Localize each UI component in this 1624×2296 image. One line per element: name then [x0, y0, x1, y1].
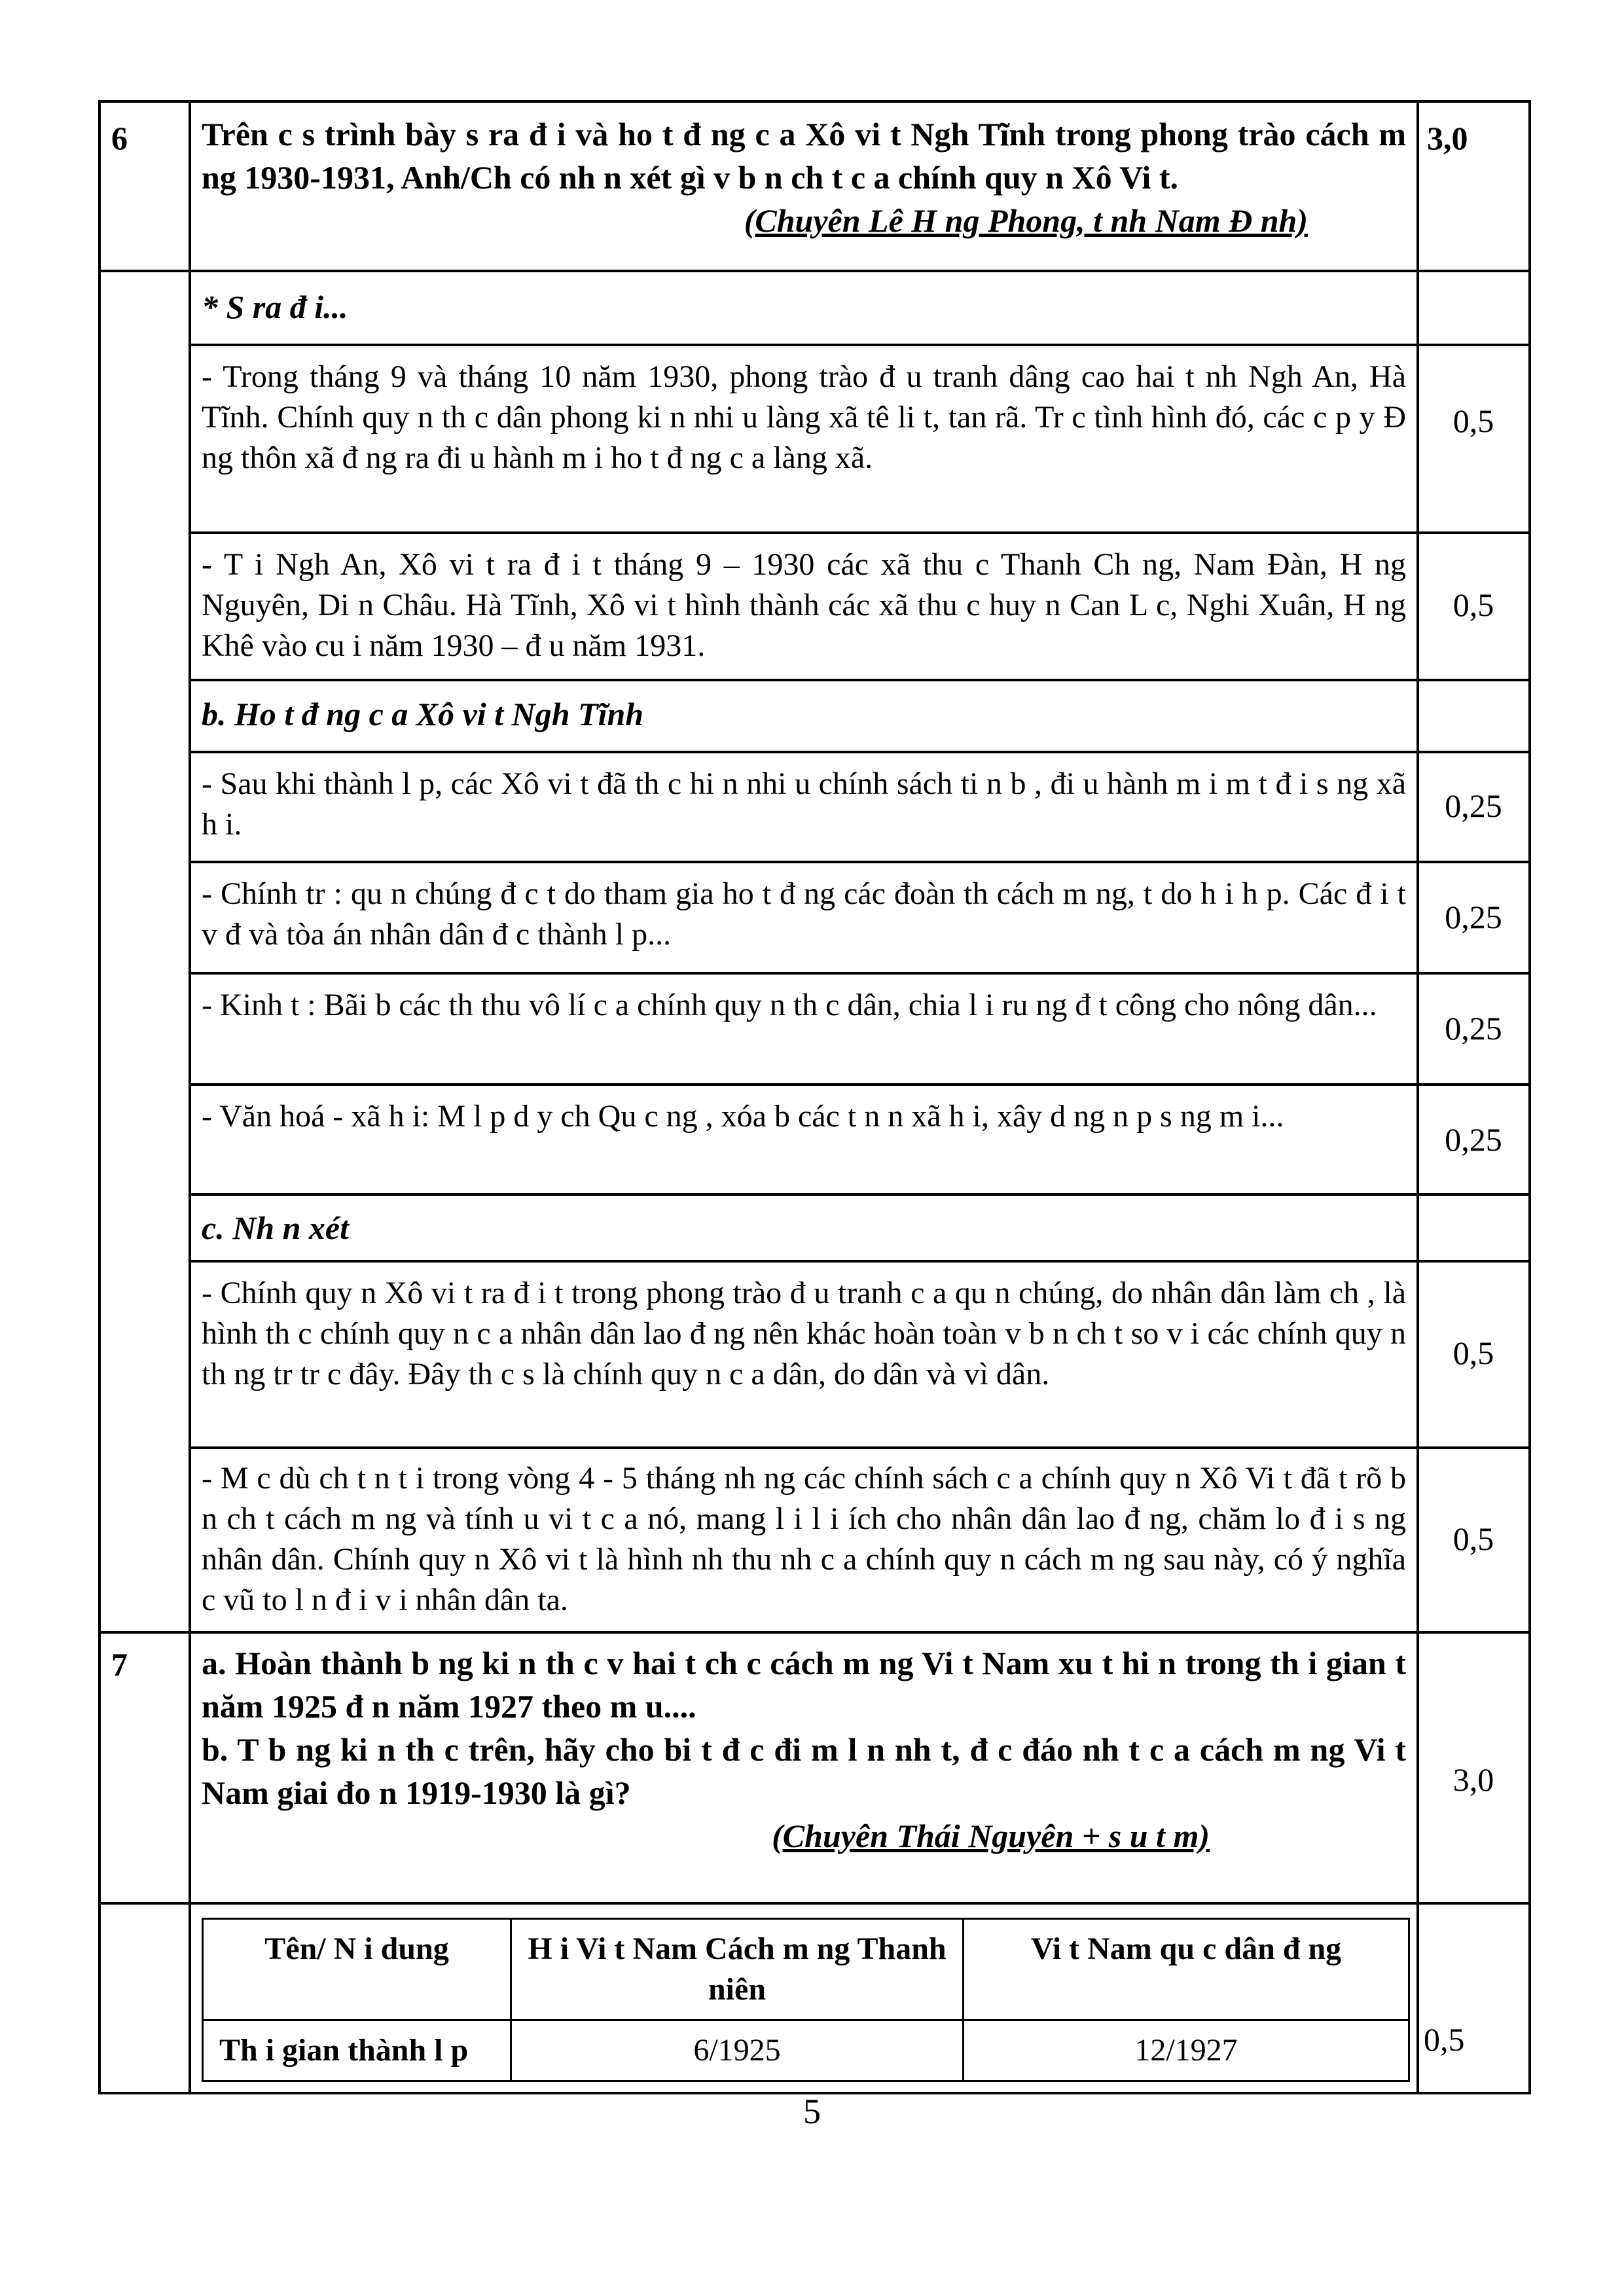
- answer-item: - M c dù ch t n t i trong vòng 4 - 5 tháng nh ng các chính sách c a chính quy n Xô Vi t đã t rõ b n ch t cách m ng và tính u vi t c a nó, mang l i l i ích cho nhân dân lao đ ng, chăm lo đ i s ng nhân dân. Chính quy n Xô vi t là hình nh thu nh c a chính quy n cách m ng sau này, có ý nghĩa c vũ to l n đ i v i nhân dân ta.: [202, 1461, 1406, 1617]
- rule: [190, 861, 1530, 863]
- question-body: Trên c s trình bày s ra đ i và ho t đ ng c a Xô vi t Ngh Tĩnh trong phong trào cách m ng 1930-1931, Anh/Ch có nh n xét gì v b n ch t c a chính quy n Xô Vi t.: [202, 116, 1406, 196]
- question-text: [202, 113, 1406, 242]
- item-score: 0,25: [1445, 787, 1502, 824]
- answer-item: - T i Ngh An, Xô vi t ra đ i t tháng 9 – 1930 các xã thu c Thanh Ch ng, Nam Đàn, H ng Nguyên, Di n Châu. Hà Tĩnh, Xô vi t hình thành các xã thu c huy n Can L c, Nghi Xuân, H ng Khê vào cu i năm 1930 – đ u năm 1931.: [202, 547, 1406, 663]
- question-number: 6: [111, 120, 128, 156]
- rule: [190, 751, 1530, 753]
- answer-item: - Chính quy n Xô vi t ra đ i t trong phong trào đ u tranh c a qu n chúng, do nhân dân làm ch , là hình th c chính quy n c a nhân dân lao đ ng nên khác hoàn toàn v b n ch t so v i các chính quy n th ng tr tr c đây. Đây th c s là chính quy n c a dân, do dân và vì dân.: [202, 1276, 1406, 1391]
- answer-item: - Chính tr : qu n chúng đ c t do tham gia ho t đ ng các đoàn th cách m ng, t do h i h p. Các đ i t v đ và tòa án nhân dân đ c thành l p...: [202, 876, 1406, 952]
- table-header: Vi t Nam qu c dân đ ng: [964, 1919, 1409, 2020]
- question-part-b: b. T b ng ki n th c trên, hãy cho bi t đ c đi m l n nh t, đ c đáo nh t c a cách m ng Vi t Nam giai đo n 1919-1930 là gì?: [202, 1731, 1406, 1811]
- question-text: [202, 1641, 1406, 1857]
- answer-item: - Văn hoá - xã h i: M l p d y ch Qu c ng , xóa b các t n n xã h i, xây d ng n p s ng m i...: [202, 1099, 1284, 1134]
- rule: [190, 1260, 1530, 1263]
- item-score: 0,25: [1445, 1121, 1502, 1158]
- rule: [98, 100, 1530, 103]
- question-source: (Chuyên Lê H ng Phong, t nh Nam Đ nh): [744, 202, 1308, 239]
- question-number: 7: [111, 1646, 128, 1683]
- rule: [189, 100, 191, 2094]
- answer-item: - Sau khi thành l p, các Xô vi t đã th c hi n nhi u chính sách ti n b , đi u hành m i m t đ i s ng xã h i.: [202, 766, 1406, 842]
- answer-item: - Trong tháng 9 và tháng 10 năm 1930, phong trào đ u tranh dâng cao hai t nh Ngh An, Hà Tĩnh. Chính quy n th c dân phong ki n nhi u làng xã tê li t, tan rã. Tr c tình hình đó, các c p y Đ ng thôn xã đ ng ra đi u hành m i ho t đ ng c a làng xã.: [202, 359, 1406, 475]
- table-header: Tên/ N i dung: [203, 1919, 511, 2020]
- rule: [98, 1631, 1530, 1634]
- table-cell: 6/1925: [511, 2020, 964, 2081]
- item-score: 0,5: [1453, 586, 1494, 623]
- rule: [98, 270, 1530, 272]
- question-score: 3,0: [1453, 1761, 1494, 1798]
- rule: [190, 1083, 1530, 1086]
- page-number: 5: [803, 2092, 821, 2131]
- rule: [190, 531, 1530, 534]
- section-heading: * S ra đ i...: [202, 289, 348, 325]
- question-part-a: a. Hoàn thành b ng ki n th c v hai t ch c cách m ng Vi t Nam xu t hi n trong th i gian t năm 1925 đ n năm 1927 theo m u....: [202, 1645, 1406, 1725]
- rule: [190, 1193, 1530, 1196]
- answer-item: - Kinh t : Bãi b các th thu vô lí c a chính quy n th c dân, chia l i ru ng đ t công cho nông dân...: [202, 988, 1377, 1022]
- question-source: (Chuyên Thái Nguyên + s u t m): [772, 1818, 1210, 1854]
- rule: [190, 679, 1530, 681]
- item-score: 0,5: [1453, 1335, 1494, 1371]
- item-score: 0,25: [1445, 899, 1502, 935]
- section-heading: c. Nh n xét: [202, 1210, 349, 1246]
- table-row: [203, 2020, 1409, 2081]
- rule: [98, 100, 101, 2094]
- question-score: 3,0: [1427, 120, 1468, 156]
- rule: [190, 972, 1530, 975]
- table-cell: Th i gian thành l p: [203, 2020, 511, 2081]
- table-header: H i Vi t Nam Cách m ng Thanh niên: [511, 1919, 964, 2020]
- rule: [190, 344, 1530, 346]
- table-header-row: [203, 1919, 1409, 2020]
- section-heading: b. Ho t đ ng c a Xô vi t Ngh Tĩnh: [202, 696, 644, 732]
- rule: [190, 1446, 1530, 1449]
- table-cell: 12/1927: [964, 2020, 1409, 2081]
- item-score: 0,25: [1445, 1010, 1502, 1047]
- rule: [1528, 100, 1531, 2094]
- item-score: 0,5: [1424, 2021, 1465, 2058]
- item-score: 0,5: [1453, 403, 1494, 439]
- rule: [98, 1902, 1530, 1905]
- item-score: 0,5: [1453, 1520, 1494, 1557]
- comparison-table: [202, 1918, 1410, 2082]
